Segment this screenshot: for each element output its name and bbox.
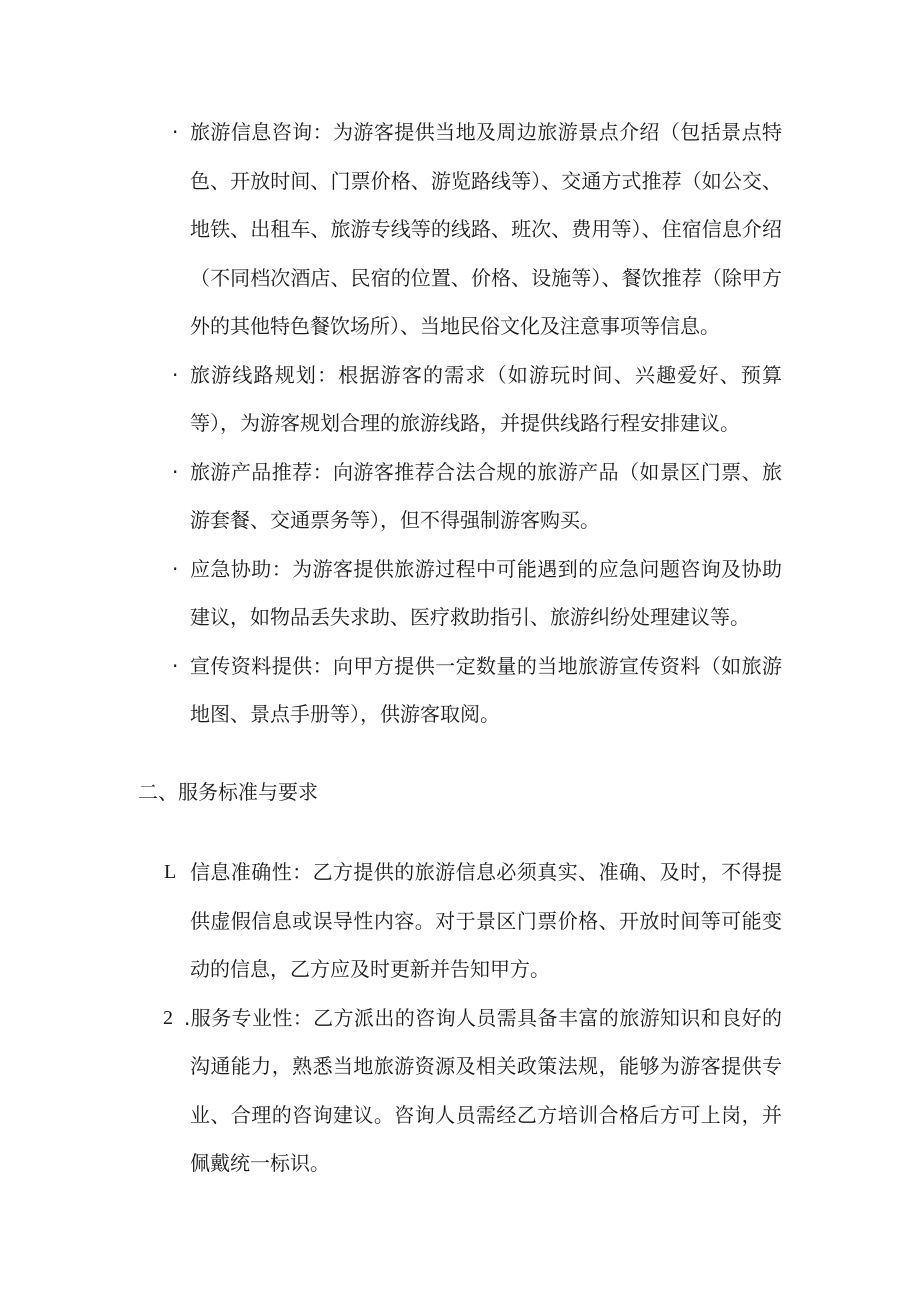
number-marker: L — [164, 861, 177, 883]
list-item — [0, 994, 782, 1188]
bullet-marker: · — [172, 459, 179, 484]
list-item-text: 应急协助：为游客提供旅游过程中可能遇到的应急问题咨询及协助建议，如物品丢失求助、医疗救助指引、旅游纠纷处理建议等。 — [190, 556, 782, 629]
list-item — [0, 848, 782, 994]
list-item — [0, 351, 782, 448]
bullet-marker: · — [172, 653, 179, 678]
list-item-text: 旅游产品推荐：向游客推荐合法合规的旅游产品（如景区门票、旅游套餐、交通票务等），但不得强制游客购买。 — [190, 459, 782, 532]
bullet-marker: · — [172, 120, 179, 144]
section-heading: 二、服务标准与要求 — [138, 780, 318, 804]
list-item-text: 信息准确性：乙方提供的旅游信息必须真实、准确、及时，不得提供虚假信息或误导性内容。对于景区门票价格、开放时间等可能变动的信息，乙方应及时更新并告知甲方。 — [190, 860, 782, 981]
list-item-text: 旅游线路规划：根据游客的需求（如游玩时间、兴趣爱好、预算等），为游客规划合理的旅游线路，并提供线路行程安排建议。 — [190, 362, 782, 435]
list-item — [0, 448, 782, 545]
list-item-text: 旅游信息咨询：为游客提供当地及周边旅游景点介绍（包括景点特色、开放时间、门票价格、游览路线等）、交通方式推荐（如公交、地铁、出租车、旅游专线等的线路、班次、费用等）、住宿信息介绍（不同档次酒店、民宿的位置、价格、设施等）、餐饮推荐（除甲方外的其他特色餐饮场所）、当地民俗文化及注意事项等信息。 — [190, 120, 782, 338]
bullet-marker: · — [172, 362, 179, 387]
list-item — [0, 108, 782, 351]
number-marker: 2 — [163, 1006, 173, 1029]
list-item-text: 宣传资料提供：向甲方提供一定数量的当地旅游宣传资料（如旅游地图、景点手册等），供游客取阅。 — [190, 653, 782, 726]
bullet-marker: · — [172, 556, 179, 581]
service-standards-list — [0, 848, 920, 1188]
list-item — [0, 545, 782, 642]
service-content-list — [0, 108, 920, 739]
list-item — [0, 642, 782, 739]
list-item-text: .服务专业性：乙方派出的咨询人员需具备丰富的旅游知识和良好的沟通能力，熟悉当地旅游资源及相关政策法规，能够为游客提供专业、合理的咨询建议。咨询人员需经乙方培训合格后方可上岗，并佩戴统一标识。 — [184, 1005, 782, 1175]
